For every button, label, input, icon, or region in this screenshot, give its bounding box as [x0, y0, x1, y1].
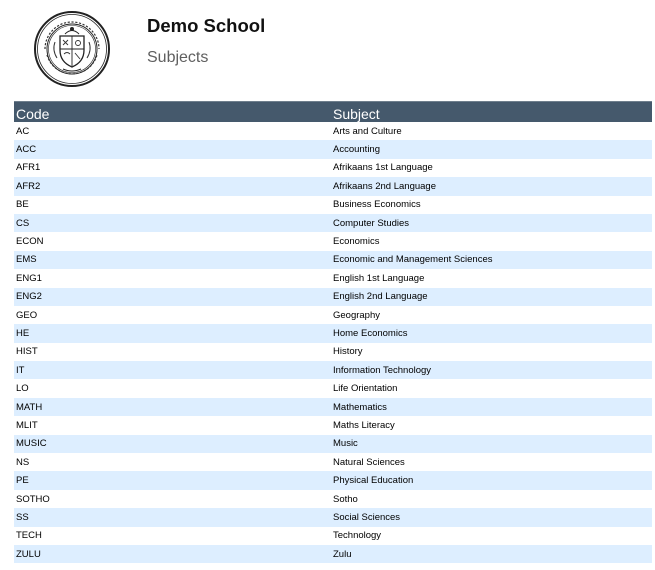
table-row — [14, 398, 652, 416]
table-header — [14, 102, 652, 123]
subject-name-cell: Afrikaans 1st Language — [333, 162, 433, 174]
subject-code-cell: TECH — [16, 530, 42, 542]
table-row — [14, 416, 652, 434]
table-row — [14, 508, 652, 526]
subject-code-cell: EMS — [14, 251, 331, 269]
subject-name-cell: Sotho — [333, 493, 358, 505]
subject-name-cell: Economic and Management Sciences — [331, 251, 652, 269]
subjects-table — [14, 101, 652, 563]
subject-name-cell: Technology — [333, 530, 382, 542]
subject-code-cell: SOTHO — [16, 493, 50, 505]
table-row — [14, 343, 652, 361]
report-title: Subjects — [147, 49, 209, 66]
subject-code-cell: HE — [14, 324, 331, 342]
subject-code-cell: AFR2 — [14, 177, 331, 195]
subject-code-cell: IT — [14, 361, 331, 379]
column-header-code: Code — [14, 102, 331, 123]
subject-code-cell: GEO — [16, 309, 38, 321]
subject-code-cell: ENG1 — [16, 272, 42, 284]
subject-code-cell: MUSIC — [14, 435, 331, 453]
subject-code-cell: AFR1 — [16, 162, 41, 174]
subject-name-cell: Accounting — [331, 140, 652, 158]
subject-name-cell: English 1st Language — [333, 272, 425, 284]
table-row — [14, 196, 652, 214]
table-row — [14, 306, 652, 324]
school-crest-logo — [33, 10, 111, 88]
table-row — [14, 471, 652, 489]
subjects-table-container — [14, 101, 652, 563]
table-row — [14, 288, 652, 306]
subject-name-cell: Life Orientation — [333, 383, 398, 395]
subject-name-cell: Maths Literacy — [333, 419, 395, 431]
subject-name-cell: Mathematics — [331, 398, 652, 416]
table-row — [14, 527, 652, 545]
table-row — [14, 435, 652, 453]
subject-name-cell: Home Economics — [331, 324, 652, 342]
table-row — [14, 490, 652, 508]
subject-code-cell: ECON — [16, 236, 44, 248]
table-row — [14, 379, 652, 397]
subject-name-cell: Information Technology — [331, 361, 652, 379]
subject-code-cell: ACC — [14, 140, 331, 158]
subject-name-cell: Geography — [333, 309, 381, 321]
subject-name-cell: Social Sciences — [331, 508, 652, 526]
subject-name-cell: Natural Sciences — [333, 456, 405, 468]
table-row — [14, 251, 652, 269]
subject-code-cell: CS — [14, 214, 331, 232]
subject-name-cell: Arts and Culture — [333, 125, 402, 137]
subject-code-cell: MLIT — [16, 419, 38, 431]
school-name: Demo School — [147, 15, 266, 36]
subject-code-cell: BE — [16, 199, 29, 211]
table-header-row — [14, 102, 652, 123]
subject-code-cell: NS — [16, 456, 30, 468]
table-row — [14, 140, 652, 158]
table-row — [14, 159, 652, 177]
subject-name-cell: English 2nd Language — [331, 288, 652, 306]
table-row — [14, 214, 652, 232]
subject-code-cell: PE — [14, 471, 331, 489]
school-crest-icon — [33, 10, 111, 88]
subject-name-cell: Zulu — [331, 545, 652, 563]
subject-name-cell: Physical Education — [331, 471, 652, 489]
table-body — [14, 122, 652, 563]
subject-name-cell: Music — [331, 435, 652, 453]
subject-code-cell: ENG2 — [14, 288, 331, 306]
subject-name-cell: Economics — [333, 236, 380, 248]
table-row — [14, 324, 652, 342]
subject-code-cell: SS — [14, 508, 331, 526]
subject-code-cell: MATH — [14, 398, 331, 416]
table-row — [14, 269, 652, 287]
column-header-subject: Subject — [331, 102, 652, 123]
subject-name-cell: Business Economics — [333, 199, 421, 211]
table-row — [14, 232, 652, 250]
subject-code-cell: ZULU — [14, 545, 331, 563]
table-row — [14, 545, 652, 563]
table-row — [14, 122, 652, 140]
subject-name-cell: History — [333, 346, 363, 358]
subject-name-cell: Computer Studies — [331, 214, 652, 232]
table-row — [14, 453, 652, 471]
subject-code-cell: HIST — [16, 346, 38, 358]
subject-code-cell: AC — [16, 125, 30, 137]
table-row — [14, 177, 652, 195]
subject-code-cell: LO — [16, 383, 29, 395]
table-row — [14, 361, 652, 379]
subject-name-cell: Afrikaans 2nd Language — [331, 177, 652, 195]
